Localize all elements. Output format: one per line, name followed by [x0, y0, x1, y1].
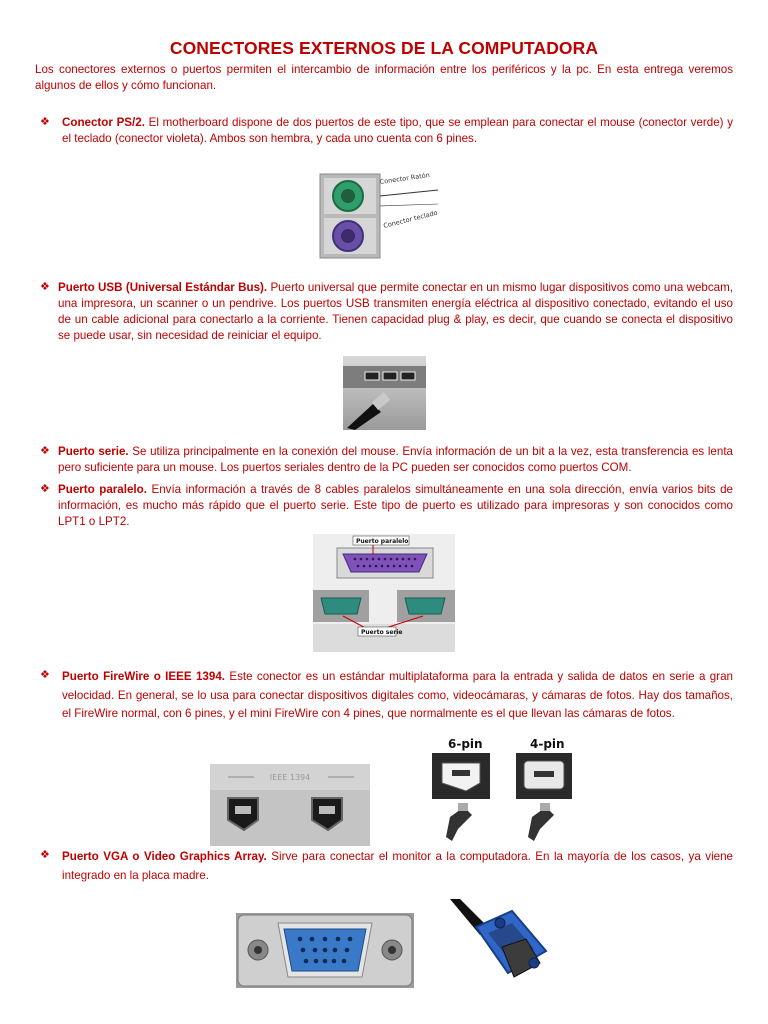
- firewire-connectors-picture: [428, 733, 583, 843]
- vga-port-picture: [236, 913, 414, 988]
- firewire-ports-image: [210, 764, 370, 846]
- section-heading: Puerto serie.: [58, 445, 129, 458]
- firewire-ports-picture: [210, 764, 370, 846]
- vga-port-image: [236, 913, 414, 988]
- fw-4pin-label: 4-pin: [530, 737, 565, 751]
- parallel-port-label: Puerto paralelo: [356, 538, 409, 545]
- vga-cable-image: [448, 897, 552, 985]
- section-usb: [58, 280, 733, 344]
- vga-cable-picture: [448, 897, 552, 985]
- section-vga: [62, 848, 733, 885]
- section-firewire: [62, 668, 733, 724]
- parallel-serial-picture: [313, 534, 455, 652]
- ieee-plate-label: IEEE 1394: [269, 773, 311, 782]
- parallel-serial-image: [313, 534, 455, 652]
- section-heading: Puerto VGA o Video Graphics Array.: [62, 850, 267, 863]
- ps2-mouse-label: Conector Ratón: [379, 171, 431, 186]
- serial-port-label: Puerto serie: [361, 629, 403, 636]
- ps2-keyboard-label: Conector teclado: [382, 208, 439, 230]
- section-heading: Puerto USB (Universal Estándar Bus).: [58, 281, 268, 294]
- intro-paragraph: Los conectores externos o puertos permiten el intercambio de información entre los periféricos y la pc. En esta entrega veremos algunos de ellos y cómo funcionan.: [35, 63, 733, 92]
- section-serial: [58, 444, 733, 476]
- section-text: El motherboard dispone de dos puertos de este tipo, que se emplean para conectar el mouse (conector verde) y el teclado (conector violeta). Ambos son hembra, y cada uno cuenta con 6 pines.: [62, 116, 733, 145]
- section-heading: Puerto FireWire o IEEE 1394.: [62, 670, 225, 683]
- fw-6pin-label: 6-pin: [448, 737, 483, 751]
- section-parallel: [58, 482, 733, 530]
- ps2-ports-picture: [318, 166, 448, 261]
- page-title: CONECTORES EXTERNOS DE LA COMPUTADORA: [169, 38, 599, 58]
- bullet-icon: ❖: [40, 444, 50, 457]
- usb-ports-picture: [343, 356, 426, 430]
- bullet-icon: ❖: [40, 482, 50, 495]
- bullet-icon: ❖: [40, 115, 50, 128]
- bullet-icon: ❖: [40, 668, 50, 681]
- section-text: Se utiliza principalmente en la conexión del mouse. Envía información de un bit a la vez, esta transferencia es lenta pero suficiente para un mouse. Los puertos seriales dentro de la PC pueden ser conocidos como puertos COM.: [58, 445, 733, 474]
- bullet-icon: ❖: [40, 280, 50, 293]
- bullet-icon: ❖: [40, 848, 50, 861]
- ps2-image: [318, 166, 448, 261]
- section-text: Este conector es un estándar multiplataforma para la entrada y salida de datos en serie a gran velocidad. En general, se lo usa para conectar dispositivos digitales como, videocámaras, y cámaras de fotos. Hay dos tamaños, el FireWire normal, con 6 pines, y el mini FireWire con 4 pines, que normalmente es el que llevan las cámaras de fotos.: [62, 670, 734, 720]
- section-text: Puerto universal que permite conectar en un mismo lugar dispositivos como una webcam, una impresora, un scanner o un pendrive. Los puertos USB transmiten energía eléctrica al dispositivo conectado, evitando el uso de un cable adicional para conectarlo a la corriente. Tienen capacidad plug & play, es decir, que cuando se conecta el dispositivo se puede usar, sin necesidad de reiniciar el equipo.: [58, 281, 733, 342]
- section-ps2: [62, 115, 733, 147]
- section-heading: Conector PS/2.: [62, 116, 145, 129]
- section-text: Envía información a través de 8 cables paralelos simultáneamente en una sola dirección, envía varios bits de información, es mucho más rápido que el puerto serie. Este tipo de puerto es utilizado para impresoras y son conocidos como LPT1 o LPT2.: [58, 483, 734, 528]
- section-text: Sirve para conectar el monitor a la computadora. En la mayoría de los casos, ya viene integrado en la placa madre.: [62, 850, 733, 882]
- firewire-6pin-4pin-image: [428, 733, 583, 843]
- usb-image: [343, 356, 426, 430]
- section-heading: Puerto paralelo.: [58, 483, 147, 496]
